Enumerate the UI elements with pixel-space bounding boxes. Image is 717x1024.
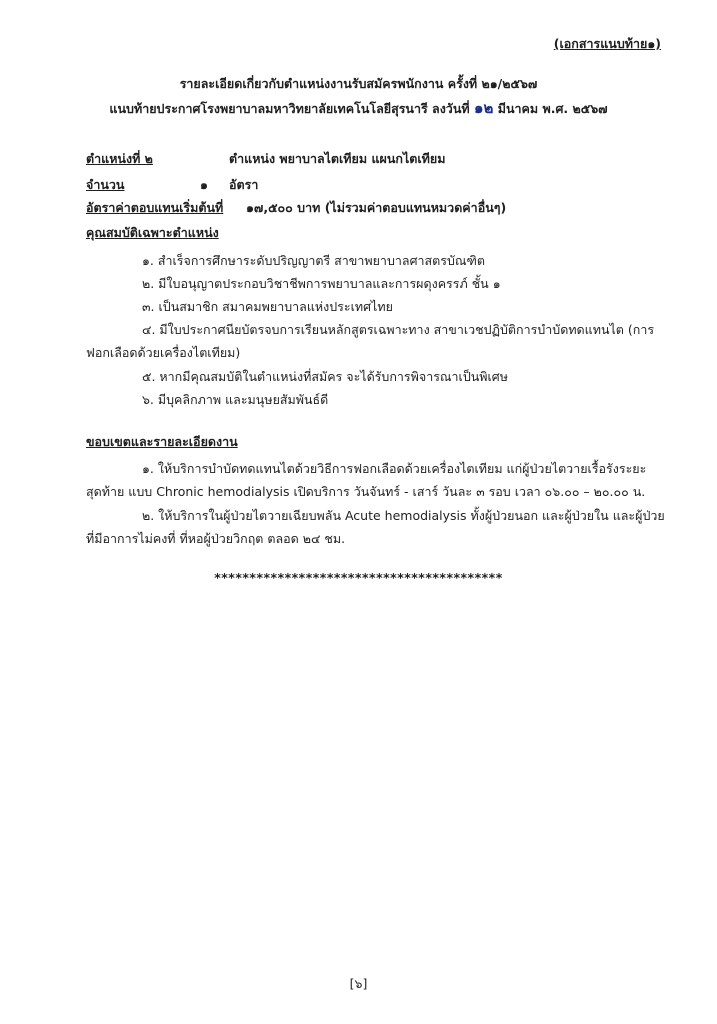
qualification-item-5: ๕. หากมีคุณสมบัติในตำแหน่งที่สมัคร จะได้รับการพิจารณาเป็นพิเศษ <box>142 369 508 384</box>
position-label: ตำแหน่งที่ ๒ <box>86 151 153 166</box>
qualifications-heading: คุณสมบัติเฉพาะตำแหน่ง <box>86 225 219 240</box>
title-line-2-suffix: มีนาคม พ.ศ. ๒๕๖๗ <box>497 101 608 116</box>
quantity-value: ๑ <box>200 177 208 192</box>
separator-line: ***************************************** <box>214 570 503 585</box>
salary-label: อัตราค่าตอบแทนเริ่มต้นที่ <box>86 200 224 215</box>
attachment-label: (เอกสารแนบท้าย๑) <box>553 36 661 51</box>
qualification-item-4-continued: ฟอกเลือดด้วยเครื่องไตเทียม) <box>86 345 241 360</box>
quantity-label: จำนวน <box>86 177 125 192</box>
quantity-unit: อัตรา <box>229 177 259 192</box>
qualification-item-1: ๑. สำเร็จการศึกษาระดับปริญญาตรี สาขาพยาบาลศาสตรบัณฑิต <box>142 253 486 268</box>
scope-item-2: ๒. ให้บริการในผู้ป่วยไตวายเฉียบพลัน Acute hemodialysis ทั้งผู้ป่วยนอก และผู้ป่วยใน และผู้ป่วย <box>142 508 665 523</box>
scope-item-2-continued: ที่มีอาการไม่คงที่ ที่หอผู้ป่วยวิกฤต ตลอด ๒๔ ชม. <box>86 531 346 546</box>
page-number: [๖] <box>349 976 368 991</box>
qualification-item-6: ๖. มีบุคลิกภาพ และมนุษยสัมพันธ์ดี <box>142 392 329 407</box>
handwritten-date: ๑๒ <box>473 99 494 117</box>
qualification-item-3: ๓. เป็นสมาชิก สมาคมพยาบาลแห่งประเทศไทย <box>142 299 393 314</box>
scope-item-1: ๑. ให้บริการบำบัดทดแทนไตด้วยวิธีการฟอกเลือดด้วยเครื่องไตเทียม แก่ผู้ป่วยไตวายเรื้อรังระยะ <box>142 461 647 476</box>
position-value: ตำแหน่ง พยาบาลไตเทียม แผนกไตเทียม <box>229 151 446 166</box>
document-title-line-2 <box>0 100 717 117</box>
qualification-item-2: ๒. มีใบอนุญาตประกอบวิชาชีพการพยาบาลและการผดุงครรภ์ ชั้น ๑ <box>142 276 501 291</box>
title-line-2-prefix: แนบท้ายประกาศโรงพยาบาลมหาวิทยาลัยเทคโนโลยีสุรนารี ลงวันที่ <box>109 101 470 116</box>
scope-heading: ขอบเขตและรายละเอียดงาน <box>86 434 238 449</box>
salary-value: ๑๗,๕๐๐ บาท (ไม่รวมค่าตอบแทนหมวดค่าอื่นๆ) <box>246 200 507 215</box>
scope-item-1-continued: สุดท้าย แบบ Chronic hemodialysis เปิดบริการ วันจันทร์ - เสาร์ วันละ ๓ รอบ เวลา ๐๖.๐๐ – ๒๐.๐๐ น. <box>86 484 646 499</box>
qualification-item-4: ๔. มีใบประกาศนียบัตรจบการเรียนหลักสูตรเฉพาะทาง สาขาเวชปฏิบัติการบำบัดทดแทนไต (การ <box>142 322 655 337</box>
document-title-line-1: รายละเอียดเกี่ยวกับตำแหน่งงานรับสมัครพนักงาน ครั้งที่ ๒๑/๒๕๖๗ <box>179 76 538 91</box>
